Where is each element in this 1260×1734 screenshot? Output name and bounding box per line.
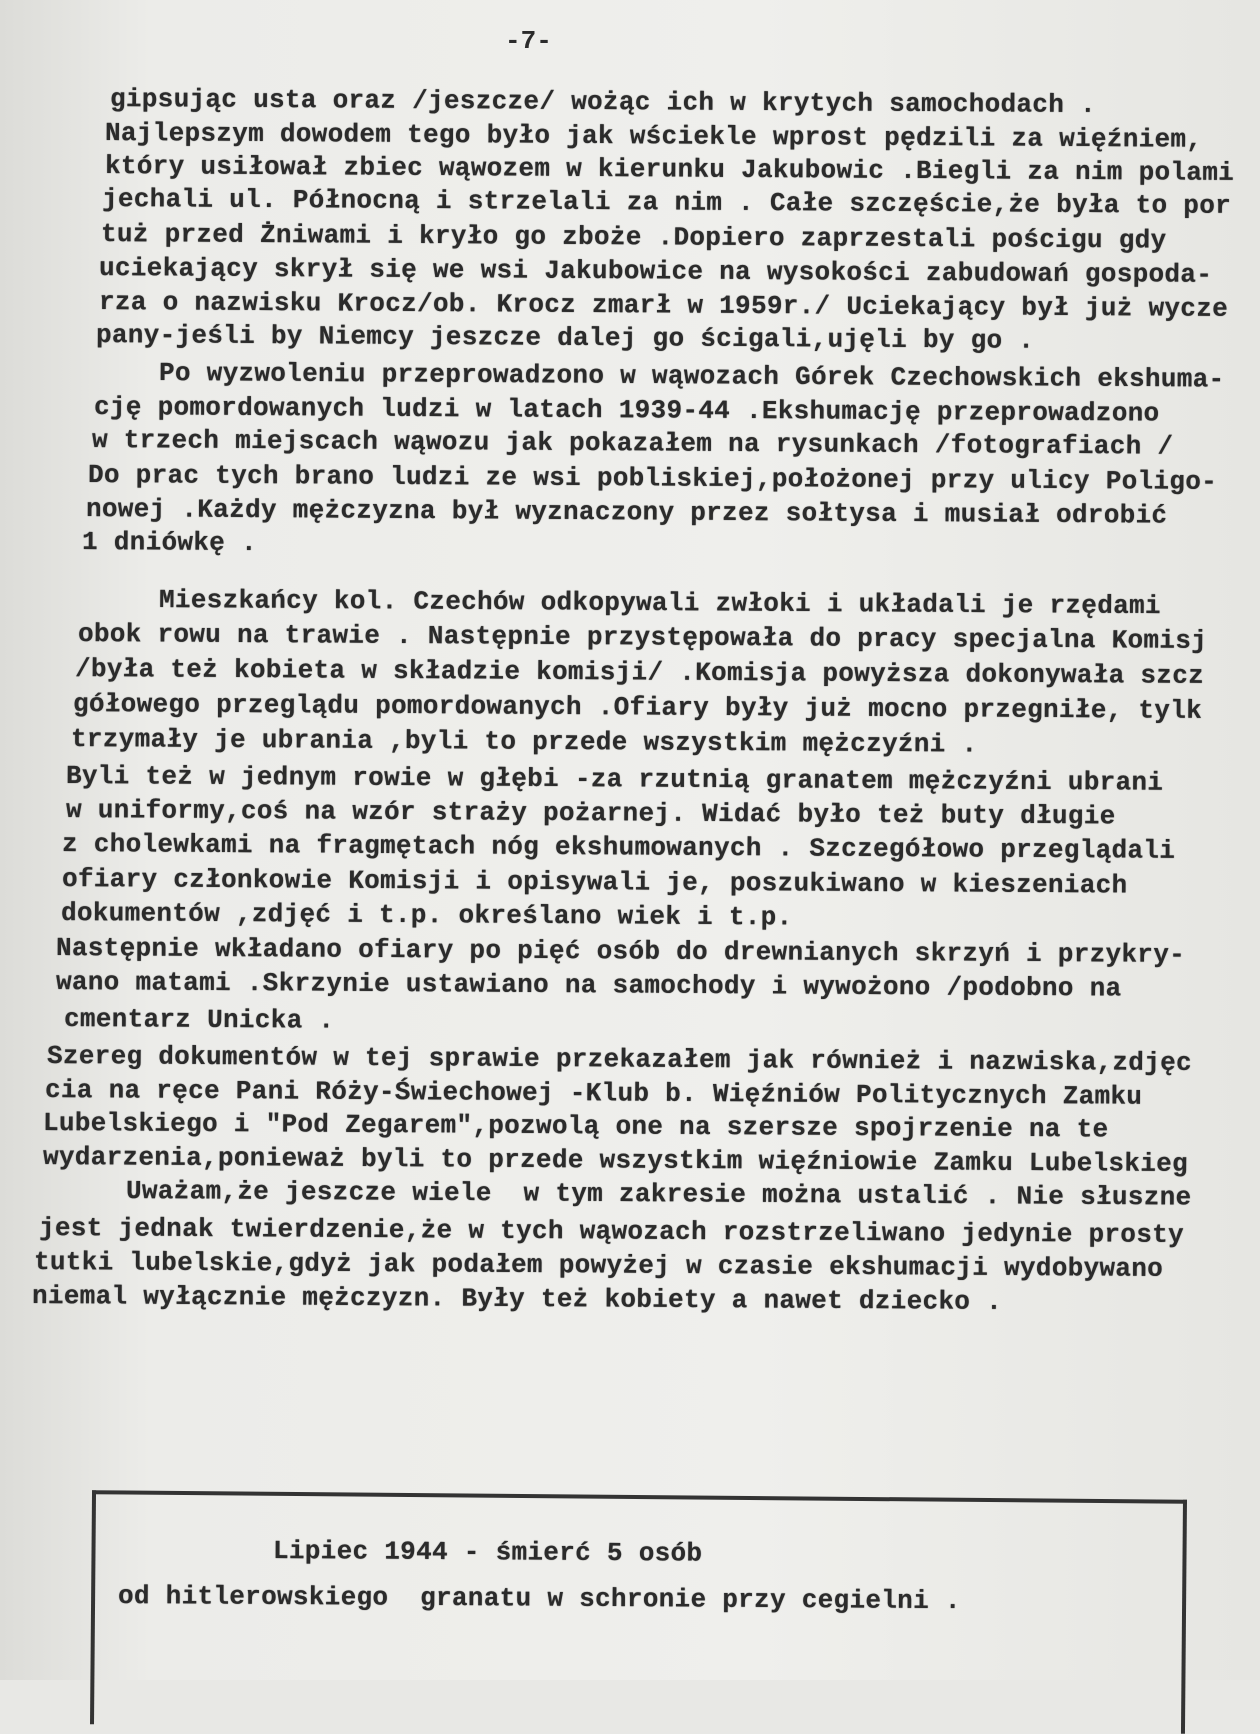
text-line: Szereg dokumentów w tej sprawie przekazałem jak również i nazwiska,zdjęc (46, 1041, 1193, 1078)
text-line: uciekający skrył się we wsi Jakubowice na wysokości zabudowań gospoda- (98, 253, 1213, 290)
text-line: jest jednak twierdzenie,że w tych wąwozach rozstrzeliwano jedynie prosty (38, 1213, 1185, 1250)
text-line: trzymały je ubrania ,byli to przede wszystkim mężczyźni . (70, 724, 978, 760)
text-line: tuż przed Żniwami i kryło go zboże .Dopiero zaprzestali pościgu gdy (100, 219, 1167, 256)
page-number: -7- (505, 26, 552, 56)
text-line: cia na ręce Pani Róży-Świechowej -Klub b. Więźniów Politycznych Zamku (44, 1075, 1143, 1112)
text-line: gółowego przeglądu pomordowanych .Ofiary były już mocno przegniłe, tylk (72, 689, 1203, 726)
text-line: wydarzenia,ponieważ byli to przede wszystkim więźniowie Zamku Lubelskieg (42, 1142, 1189, 1179)
text-line: tutki lubelskie,gdyż jak podałem powyżej w czasie ekshumacji wydobywano (33, 1247, 1164, 1284)
text-line: nowej .Każdy mężczyzna był wyznaczony przez sołtysa i musiał odrobić (85, 494, 1168, 531)
text-line: rza o nazwisku Krocz/ob. Krocz zmarł w 1959r./ Uciekający był już wycze (98, 287, 1229, 324)
text-line: pany-jeśli by Niemcy jeszcze dalej go ścigali,ujęli by go . (95, 320, 1035, 356)
text-line: 1 dniówkę . (81, 527, 258, 559)
text-line: cję pomordowanych ludzi w latach 1939-44 .Ekshumację przeprowadzono (93, 392, 1160, 429)
text-line: obok rowu na trawie . Następnie przystępowała do pracy specjalna Komisj (77, 619, 1208, 656)
caption-line-2: od hitlerowskiego granatu w schronie przy cegielni . (117, 1581, 961, 1617)
text-line: ofiary członkowie Komisji i opisywali je, poszukiwano w kieszeniach (61, 864, 1128, 901)
text-line: Do prac tych brano ludzi ze wsi pobliskiej,położonej przy ulicy Poligo- (87, 460, 1218, 497)
text-line: Lubelskiego i "Pod Zegarem",pozwolą one na szersze spojrzenie na te (42, 1108, 1109, 1145)
text-line: cmentarz Unicka . (63, 1004, 335, 1036)
text-line: w trzech miejscach wąwozu jak pokazałem na rysunkach /fotografiach / (91, 425, 1174, 462)
text-line: w uniformy,coś na wzór straży pożarnej. Widać było też buty długie (65, 795, 1116, 832)
text-line: Uważam,że jeszcze wiele w tym zakresie można ustalić . Nie słuszne (125, 1176, 1192, 1213)
text-line: niemal wyłącznie mężczyzn. Były też kobiety a nawet dziecko . (31, 1281, 1003, 1317)
text-line: Mieszkańcy kol. Czechów odkopywali zwłoki i układali je rzędami (158, 585, 1161, 622)
text-line: który usiłował zbiec wąwozem w kierunku Jakubowic .Biegli za nim polami (104, 151, 1235, 188)
text-line: Następnie wkładano ofiary po pięć osób do drewnianych skrzyń i przykry- (55, 933, 1186, 970)
text-line: Byli też w jednym rowie w głębi -za rzutnią granatem mężczyźni ubrani (65, 761, 1164, 798)
text-line: /była też kobieta w składzie komisji/ .Komisja powyższa dokonywała szcz (74, 654, 1205, 691)
text-line: z cholewkami na fragmętach nóg ekshumowanych . Szczegółowo przeglądali (61, 829, 1176, 866)
text-line: wano matami .Skrzynie ustawiano na samochody i wywożono /podobno na (55, 967, 1122, 1004)
text-line: Najlepszym dowodem tego było jak wściekle wprost pędzili za więźniem, (104, 118, 1203, 155)
caption-line-1: Lipiec 1944 - śmierć 5 osób (272, 1536, 703, 1569)
text-line: jechali ul. Północną i strzelali za nim . Całe szczęście,że była to por (101, 184, 1232, 221)
text-line: Po wyzwoleniu przeprowadzono w wąwozach Górek Czechowskich ekshuma- (158, 358, 1225, 395)
text-line: gipsując usta oraz /jeszcze/ wożąc ich w krytych samochodach . (109, 84, 1097, 121)
text-line: dokumentów ,zdjęć i t.p. określano wiek i t.p. (60, 898, 793, 933)
